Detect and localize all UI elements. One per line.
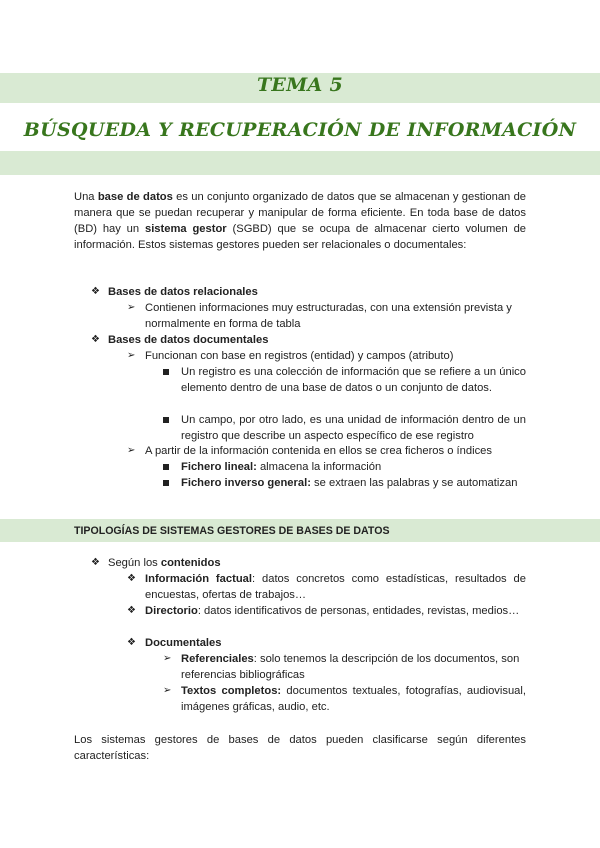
segun-contenidos (108, 555, 221, 571)
intro-paragraph (74, 189, 526, 253)
square-bullet-icon (163, 417, 169, 423)
intro-text-2: es un conjunto organizado de datos que se almacenan y gestionan de manera que se puedan recuperar y manipular de forma eficiente. En toda base de datos (BD) hay un (74, 191, 527, 235)
fichero-inverso-text: se extraen las palabras y se automatizan (310, 477, 518, 489)
arrow-bullet-icon: ➢ (127, 445, 136, 456)
fichero-inverso-label: Fichero inverso general: (181, 477, 311, 489)
diamond-bullet-icon: ❖ (127, 605, 136, 616)
documentales-label: Documentales (145, 637, 222, 649)
segun-contenidos-label: contenidos (160, 557, 221, 569)
textos-completos-text: documentos textuales, fotografías, audiovisual, imágenes gráficas, audio, etc. (181, 685, 527, 713)
intro-bold-base-datos: base de datos (97, 191, 173, 203)
page-title-tema: TEMA 5 (256, 74, 344, 96)
intro-bold-sistema-gestor: sistema gestor (144, 223, 227, 235)
factual-text: : datos concretos como estadísticas, resultados de encuestas, ofertas de trabajos… (145, 573, 526, 601)
referenciales-text: : solo tenemos la descripción de los documentos, son referencias bibliográficas (181, 653, 520, 681)
intro-text-1: Una (74, 191, 98, 203)
segun-prefix: Según los (108, 557, 161, 569)
referenciales (181, 651, 530, 683)
intro-text-3: (SGBD) que se ocupa de almacenar cierto volumen de información. Estos sistemas gestores pueden ser relacionales o documentales: (74, 223, 527, 251)
relacionales-description: Contienen informaciones muy estructuradas, con una extensión prevista y normalmente en forma de tabla (145, 302, 512, 330)
closing-paragraph: Los sistemas gestores de bases de datos pueden clasificarse según diferentes características: (74, 734, 526, 762)
documentales-registros-campos: Funcionan con base en registros (entidad) y campos (atributo) (145, 350, 454, 362)
directorio-text: : datos identificativos de personas, entidades, revistas, medios… (197, 605, 520, 617)
list-item-documentales: Bases de datos documentales (108, 334, 269, 346)
definition-campo: Un campo, por otro lado, es una unidad de información dentro de un registro que describe un aspecto específico de ese registro (181, 414, 526, 442)
directorio (145, 603, 526, 619)
diamond-bullet-icon: ❖ (91, 334, 100, 345)
header-band-bottom (0, 151, 600, 175)
diamond-bullet-icon: ❖ (127, 637, 136, 648)
arrow-bullet-icon: ➢ (163, 653, 172, 664)
fichero-lineal (181, 459, 526, 475)
directorio-label: Directorio (145, 605, 198, 617)
referenciales-label: Referenciales (181, 653, 254, 665)
fichero-lineal-label: Fichero lineal: (181, 461, 257, 473)
list-item-relacionales: Bases de datos relacionales (108, 286, 258, 298)
definition-registro: Un registro es una colección de información que se refiere a un único elemento dentro de una base de datos o un conjunto de datos. (181, 366, 526, 394)
arrow-bullet-icon: ➢ (163, 685, 172, 696)
textos-completos-label: Textos completos: (181, 685, 282, 697)
fichero-lineal-text: almacena la información (256, 461, 382, 473)
square-bullet-icon (163, 464, 169, 470)
factual-label: Información factual (145, 573, 252, 585)
textos-completos (181, 683, 526, 715)
square-bullet-icon (163, 480, 169, 486)
diamond-bullet-icon: ❖ (91, 557, 100, 568)
arrow-bullet-icon: ➢ (127, 350, 136, 361)
arrow-bullet-icon: ➢ (127, 302, 136, 313)
diamond-bullet-icon: ❖ (91, 286, 100, 297)
square-bullet-icon (163, 369, 169, 375)
fichero-inverso-general (181, 475, 526, 491)
informacion-factual (145, 571, 526, 603)
section-heading-tipologias: TIPOLOGÍAS DE SISTEMAS GESTORES DE BASES DE DATOS (74, 525, 390, 537)
documentales-ficheros-indices: A partir de la información contenida en ellos se crea ficheros o índices (145, 445, 493, 457)
diamond-bullet-icon: ❖ (127, 573, 136, 584)
page-subtitle: BÚSQUEDA Y RECUPERACIÓN DE INFORMACIÓN (23, 119, 577, 141)
